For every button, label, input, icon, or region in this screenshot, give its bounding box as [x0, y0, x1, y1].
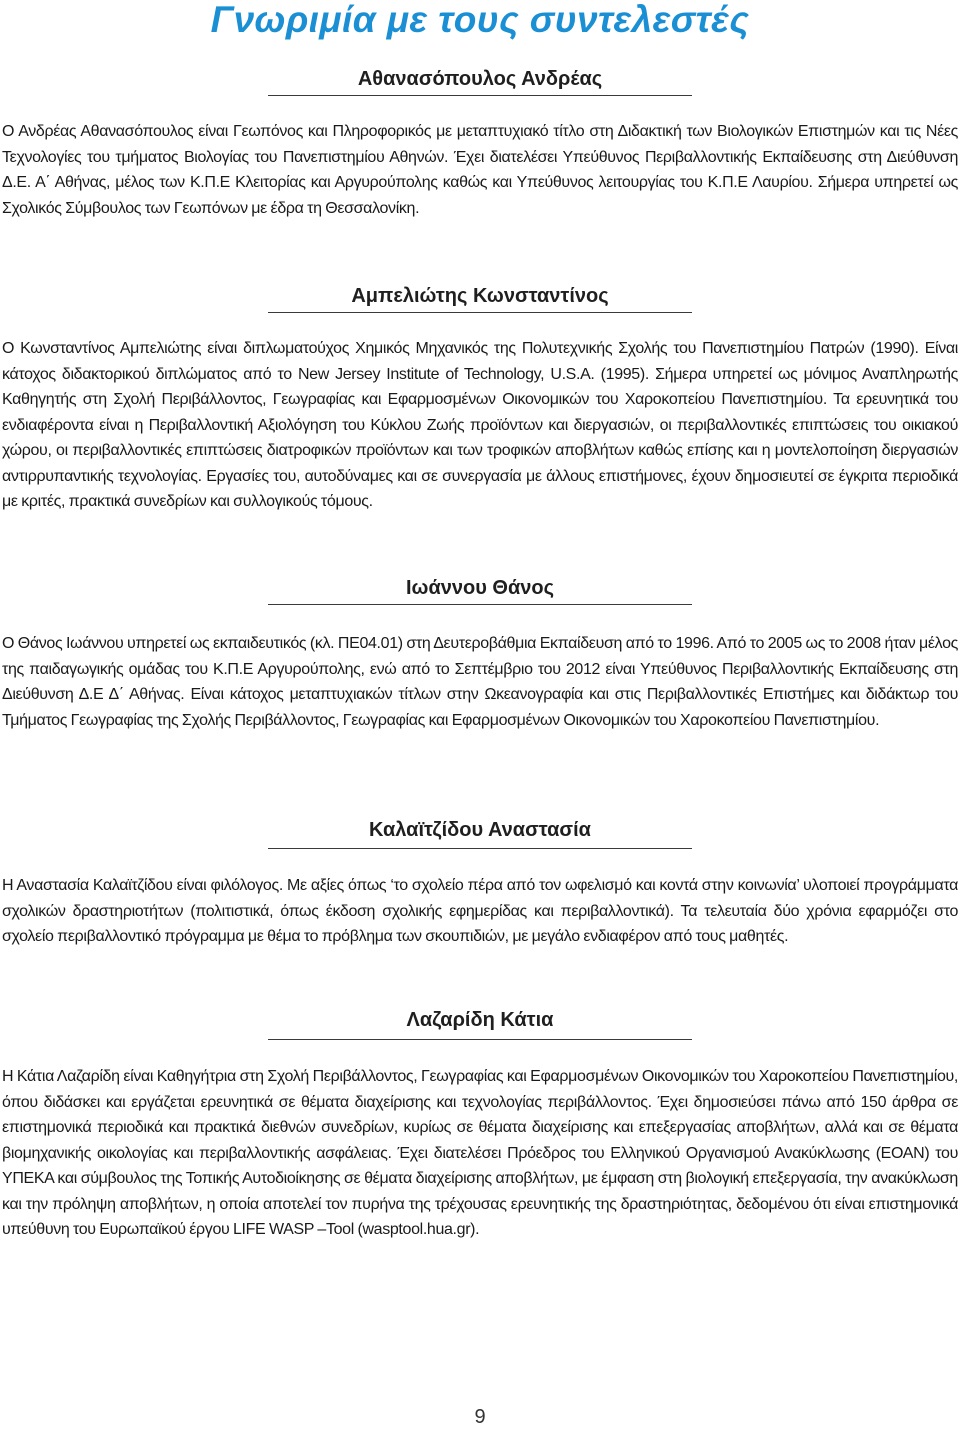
contributor-bio-kalaitzidou: Η Αναστασία Καλαϊτζίδου είναι φιλόλογος. Με αξίες όπως ‘το σχολείο πέρα από τον ωφελισμό και κοντά στην κοινωνία’ υλοποιεί προγράμματα σχολικών δραστηριοτήτων (πολιτιστικά, όπως έκδοση σχολικής εφημερίδας και περιβαλλοντικά). Τα τελευταία δύο χρόνια εφαρμόζει στο σχολείο περιβαλλοντικό πρόγραμμα με θέμα το πρόβλημα των σκουπιδιών, με μεγάλο ενδιαφέρον από τους μαθητές.	[2, 877, 958, 945]
contributor-bio-lazaridi: Η Κάτια Λαζαρίδη είναι Καθηγήτρια στη Σχολή Περιβάλλοντος, Γεωγραφίας και Εφαρμοσμένων Οικονομικών του Χαροκοπείου Πανεπιστημίου, όπου διδάσκει και εργάζεται ερευνητικά σε θέματα διαχείρισης και τεχνολογίας περιβάλλοντος. Έχει δημοσιεύσει πάνω από 150 άρθρα σε επιστημονικά περιοδικά και πρακτικά διεθνών συνεδρίων, κυρίως σε θέματα διαχείρισης και επεξεργασίας αποβλήτων, αλλά και σε θέματα βιομηχανικής οικολογίας και περιβαλλοντικής ασφάλειας. Έχει διατελέσει Πρόεδρος του Ελληνικού Οργανισμού Ανακύκλωσης (ΕΟΑΝ) του ΥΠΕΚΑ και σύμβουλος της Τοπικής Αυτοδιοίκησης σε θέματα διαχείρισης αποβλήτων, με έμφαση στη βιολογική επεξεργασία, την ανακύκλωση και την πρόληψη αποβλήτων, η οποία αποτελεί τον πυρήνα της τρέχουσας ερευνητικής της δραστηριότητας, δεδομένου ότι είναι επιστημονικά υπεύθυνη του Ευρωπαϊκού έργου LIFE WASP –Tool (wasptool.hua.gr).	[2, 1068, 958, 1238]
contributor-bio-athanasopoulos: Ο Ανδρέας Αθανασόπουλος είναι Γεωπόνος και Πληροφορικός με μεταπτυχιακό τίτλο στη Διδακτική των Βιολογικών Επιστημών και τις Νέες Τεχνολογίες του τμήματος Βιολογίας του Πανεπιστημίου Αθηνών. Έχει διατελέσει Υπεύθυνος Περιβαλλοντικής Εκπαίδευσης στη Διεύθυνση Δ.Ε. Α΄ Αθήνας, μέλος των Κ.Π.Ε Κλειτορίας και Αργυρούπολης καθώς και Υπεύθυνος λειτουργίας του Κ.Π.Ε Λαυρίου. Σήμερα υπηρετεί ως Σχολικός Σύμβουλος των Γεωπόνων με έδρα τη Θεσσαλονίκη.	[2, 123, 958, 217]
heading-rule	[268, 95, 692, 96]
heading-rule	[268, 604, 692, 605]
contributor-name-lazaridi: Λαζαρίδη Κάτια	[406, 1009, 554, 1031]
heading-rule	[268, 1039, 692, 1040]
heading-rule	[268, 312, 692, 313]
contributor-bio-ampeliotis: Ο Κωνσταντίνος Αμπελιώτης είναι διπλωματούχος Χημικός Μηχανικός της Πολυτεχνικής Σχολής του Πανεπιστημίου Πατρών (1990). Είναι κάτοχος διδακτορικού διπλώματος από το New Jersey Institute of Technology, U.S.A. (1995). Σήμερα υπηρετεί ως μόνιμος Αναπληρωτής Καθηγητής στη Σχολή Περιβάλλοντος, Γεωγραφίας και Εφαρμοσμένων Οικονομικών του Χαροκοπείου Πανεπιστημίου. Τα ερευνητικά του ενδιαφέροντα είναι η Περιβαλλοντική Αξιολόγηση του Κύκλου Ζωής προϊόντων και διεργασιών, οι περιβαλλοντικές επιπτώσεις του οικιακού χώρου, οι περιβαλλοντικές επιπτώσεις διατροφικών προϊόντων και των τροφικών αποβλήτων καθώς επίσης και η μοντελοποίηση διεργασιών αντιρρυπαντικής τεχνολογίας. Εργασίες του, αυτοδύναμες και σε συνεργασία με άλλους επιστήμονες, έχουν δημοσιευτεί σε έγκριτα περιοδικά με κριτές, πρακτικά συνεδρίων και συλλογικούς τόμους.	[2, 340, 958, 510]
contributor-name-kalaitzidou: Καλαϊτζίδου Αναστασία	[369, 819, 591, 841]
page-number: 9	[474, 1406, 486, 1428]
page-title: Γνωριμία με τους συντελεστές	[210, 0, 750, 40]
contributor-name-athanasopoulos: Αθανασόπουλος Ανδρέας	[357, 68, 603, 90]
contributor-bio-ioannou: Ο Θάνος Ιωάννου υπηρετεί ως εκπαιδευτικός (κλ. ΠΕ04.01) στη Δευτεροβάθμια Εκπαίδευση από το 1996. Από το 2005 ως το 2008 ήταν μέλος της παιδαγωγικής ομάδας του Κ.Π.Ε Αργυρούπολης, ενώ από το Σεπτέμβριο του 2012 είναι Υπεύθυνος Περιβαλλοντικής Εκπαίδευσης στη Διεύθυνση Δ.Ε Δ΄ Αθήνας. Είναι κάτοχος μεταπτυχιακών τίτλων στην Ωκεανογραφία και στις Περιβαλλοντικές Επιστήμες και διδάκτωρ του Τμήματος Γεωγραφίας της Σχολής Περιβάλλοντος, Γεωγραφίας και Εφαρμοσμένων Οικονομικών του Χαροκοπείου Πανεπιστημίου.	[2, 635, 958, 729]
contributor-name-ampeliotis: Αμπελιώτης Κωνσταντίνος	[351, 285, 609, 307]
contributor-name-ioannou: Ιωάννου Θάνος	[406, 577, 554, 599]
heading-rule	[268, 848, 692, 849]
